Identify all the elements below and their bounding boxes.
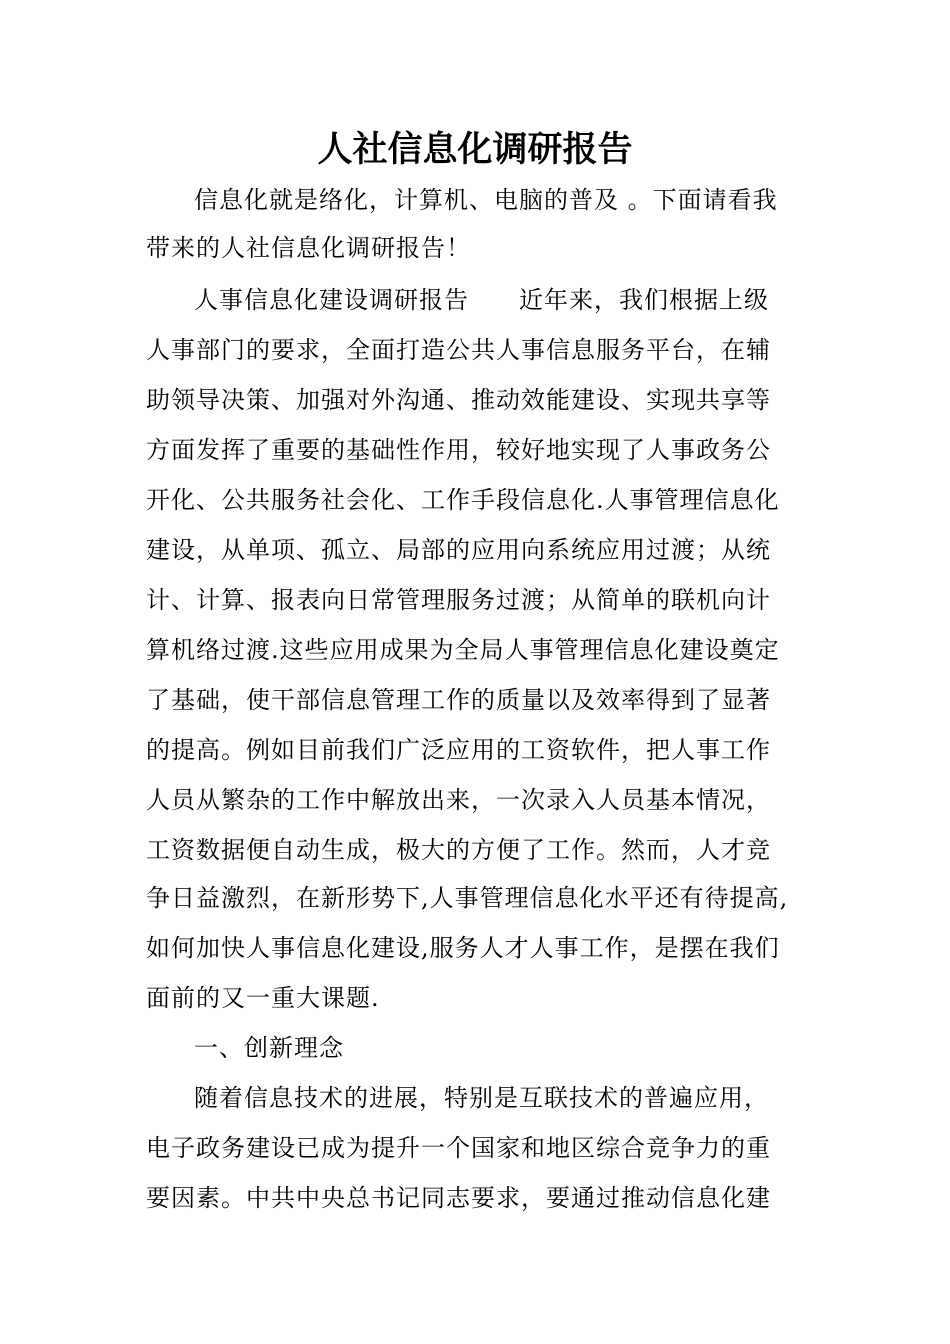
paragraph-line: 如何加快人事信息化建设,服务人才人事工作，是摆在我们 <box>146 934 780 962</box>
paragraph-line: 电子政务建设已成为提升一个国家和地区综合竞争力的重 <box>146 1134 771 1162</box>
section-heading: 一、创新理念 <box>194 1034 344 1062</box>
paragraph-line: 人事部门的要求，全面打造公共人事信息服务平台，在辅 <box>146 336 771 364</box>
paragraph-line: 争日益激烈，在新形势下,人事管理信息化水平还有待提高, <box>146 884 789 912</box>
paragraph-line: 人员从繁杂的工作中解放出来，一次录入人员基本情况， <box>146 786 771 814</box>
paragraph-line: 人事信息化建设调研报告 近年来，我们根据上级 <box>194 286 769 314</box>
paragraph-line: 了基础，使干部信息管理工作的质量以及效率得到了显著 <box>146 686 771 714</box>
paragraph-line: 建设，从单项、孤立、局部的应用向系统应用过渡；从统 <box>146 536 771 564</box>
paragraph-line: 面前的又一重大课题. <box>146 984 380 1012</box>
paragraph-line: 计、计算、报表向日常管理服务过渡；从简单的联机向计 <box>146 586 771 614</box>
paragraph-line: 带来的人社信息化调研报告！ <box>146 234 471 262</box>
paragraph-line: 助领导决策、加强对外沟通、推动效能建设、实现共享等 <box>146 386 771 414</box>
paragraph-line: 的提高。例如目前我们广泛应用的工资软件，把人事工作 <box>146 736 771 764</box>
paragraph-line: 随着信息技术的进展，特别是互联技术的普遍应用， <box>194 1084 769 1112</box>
document-title: 人社信息化调研报告 <box>317 129 633 170</box>
paragraph-line: 信息化就是络化，计算机、电脑的普及 。下面请看我 <box>194 186 778 214</box>
paragraph-line: 工资数据便自动生成，极大的方便了工作。然而，人才竞 <box>146 836 771 864</box>
paragraph-line: 算机络过渡.这些应用成果为全局人事管理信息化建设奠定 <box>146 636 780 664</box>
paragraph-line: 方面发挥了重要的基础性作用，较好地实现了人事政务公 <box>146 436 771 464</box>
paragraph-line: 要因素。中共中央总书记同志要求，要通过推动信息化建 <box>146 1184 771 1212</box>
paragraph-line: 开化、公共服务社会化、工作手段信息化.人事管理信息化 <box>146 486 780 514</box>
